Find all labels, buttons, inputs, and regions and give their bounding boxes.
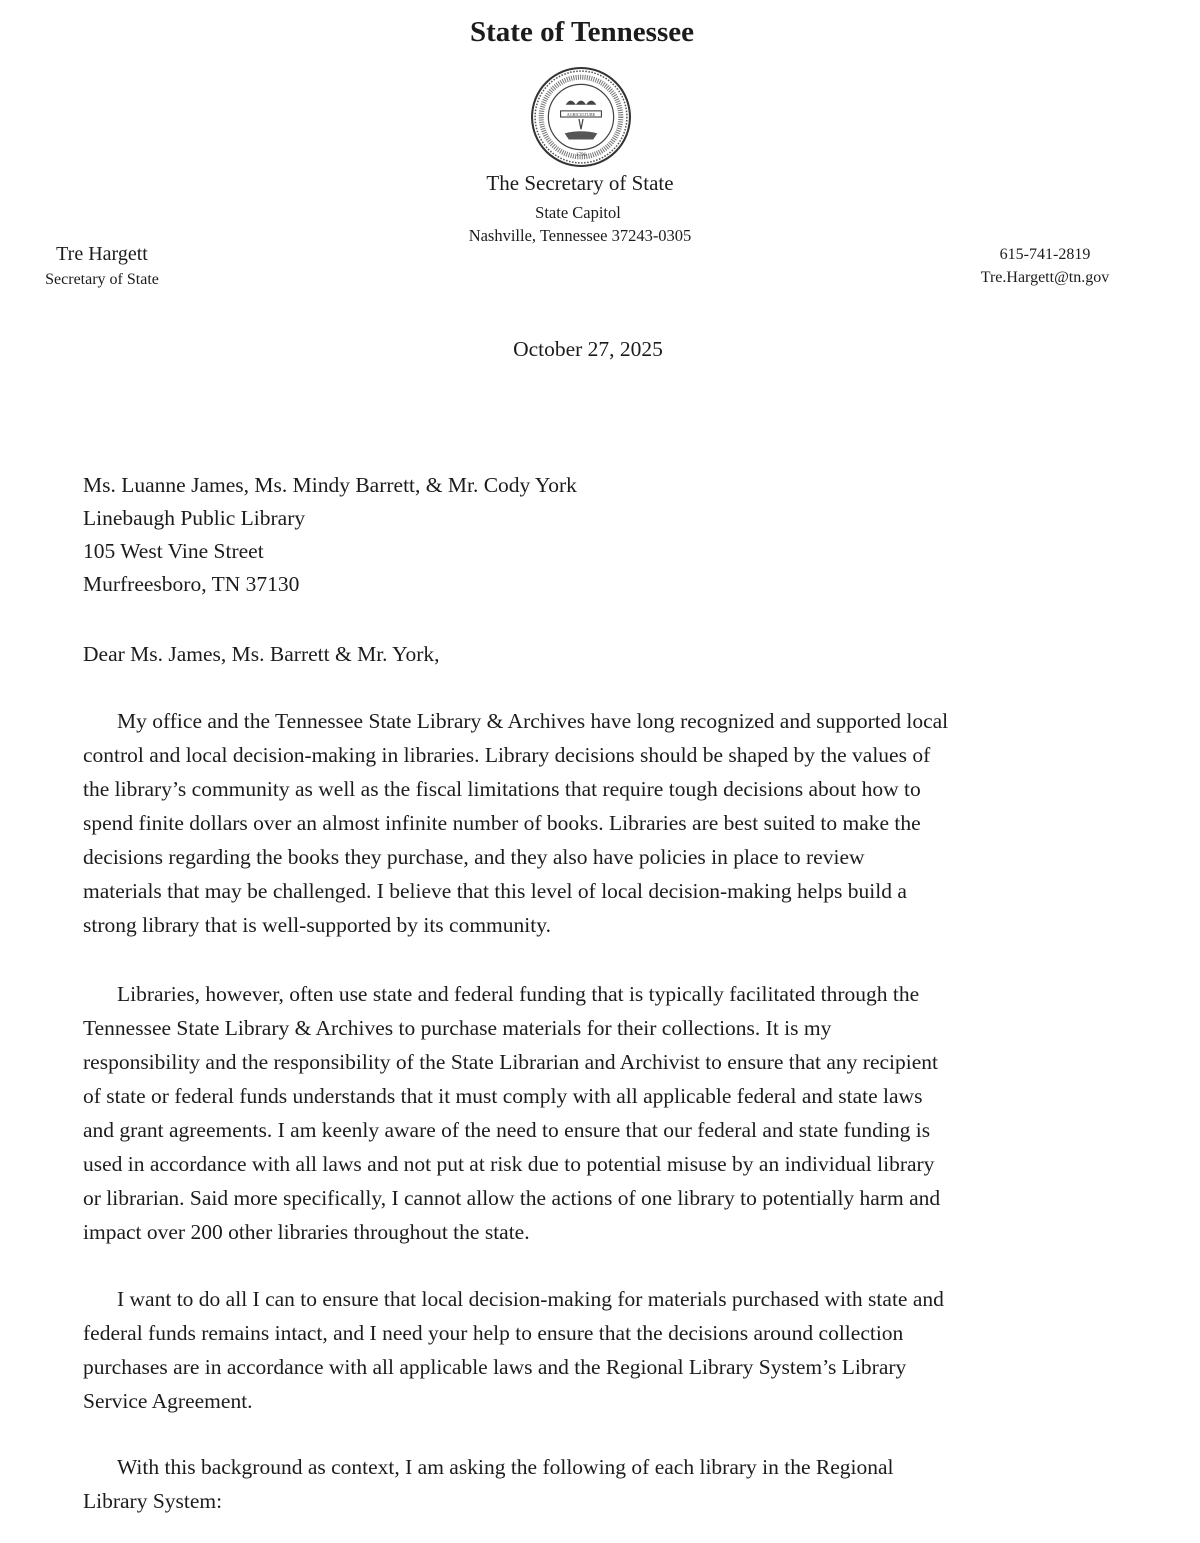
paragraph-line: Library System: <box>83 1489 223 1513</box>
paragraph-line: or librarian. Said more specifically, I cannot allow the actions of one library to potentially harm and <box>83 1186 941 1210</box>
paragraph-line: and grant agreements. I am keenly aware of the need to ensure that our federal and state funding is <box>83 1118 931 1142</box>
paragraph-line: With this background as context, I am asking the following of each library in the Regional <box>117 1455 894 1479</box>
paragraph-line: Tennessee State Library & Archives to purchase materials for their collections. It is my <box>83 1016 832 1040</box>
paragraph-line: of state or federal funds understands that it must comply with all applicable federal and state laws <box>83 1084 923 1108</box>
paragraph-line: control and local decision-making in libraries. Library decisions should be shaped by the values of <box>83 743 931 767</box>
paragraph-line: used in accordance with all laws and not put at risk due to potential misuse by an individual library <box>83 1152 935 1176</box>
office-building: State Capitol <box>535 203 621 222</box>
svg-text:AGRICULTURE: AGRICULTURE <box>566 111 596 117</box>
letterhead-title: State of Tennessee <box>470 16 694 48</box>
state-seal-icon <box>530 66 632 168</box>
paragraph-line: purchases are in accordance with all applicable laws and the Regional Library System’s Library <box>83 1355 907 1379</box>
paragraph-line: decisions regarding the books they purchase, and they also have policies in place to review <box>83 845 865 869</box>
paragraph-line: responsibility and the responsibility of the State Librarian and Archivist to ensure that any recipient <box>83 1050 939 1074</box>
letter-date: October 27, 2025 <box>513 337 663 361</box>
salutation: Dear Ms. James, Ms. Barrett & Mr. York, <box>83 642 440 666</box>
sender-phone: 615-741-2819 <box>999 246 1091 263</box>
paragraph-line: Libraries, however, often use state and federal funding that is typically facilitated through the <box>117 982 920 1006</box>
sender-title: Secretary of State <box>45 271 159 288</box>
paragraph-line: materials that may be challenged. I believe that this level of local decision-making helps build a <box>83 879 907 903</box>
office-city: Nashville, Tennessee 37243-0305 <box>468 226 692 245</box>
recipient-line: Ms. Luanne James, Ms. Mindy Barrett, & Mr. Cody York <box>83 473 577 497</box>
recipient-line: 105 West Vine Street <box>83 539 264 563</box>
office-name: The Secretary of State <box>486 171 674 195</box>
paragraph-line: federal funds remains intact, and I need your help to ensure that the decisions around collection <box>83 1321 904 1345</box>
recipient-line: Linebaugh Public Library <box>83 506 306 530</box>
paragraph-line: My office and the Tennessee State Library & Archives have long recognized and supported local <box>117 709 949 733</box>
svg-text:1796: 1796 <box>575 151 587 158</box>
sender-name: Tre Hargett <box>56 243 148 265</box>
paragraph-line: strong library that is well-supported by its community. <box>83 913 551 937</box>
recipient-line: Murfreesboro, TN 37130 <box>83 572 300 596</box>
paragraph-line: Service Agreement. <box>83 1389 253 1413</box>
paragraph-line: spend finite dollars over an almost infinite number of books. Libraries are best suited to make the <box>83 811 921 835</box>
paragraph-line: the library’s community as well as the fiscal limitations that require tough decisions about how to <box>83 777 921 801</box>
paragraph-line: impact over 200 other libraries throughout the state. <box>83 1220 530 1244</box>
sender-email: Tre.Hargett@tn.gov <box>980 269 1110 286</box>
paragraph-line: I want to do all I can to ensure that local decision-making for materials purchased with state and <box>117 1287 944 1311</box>
